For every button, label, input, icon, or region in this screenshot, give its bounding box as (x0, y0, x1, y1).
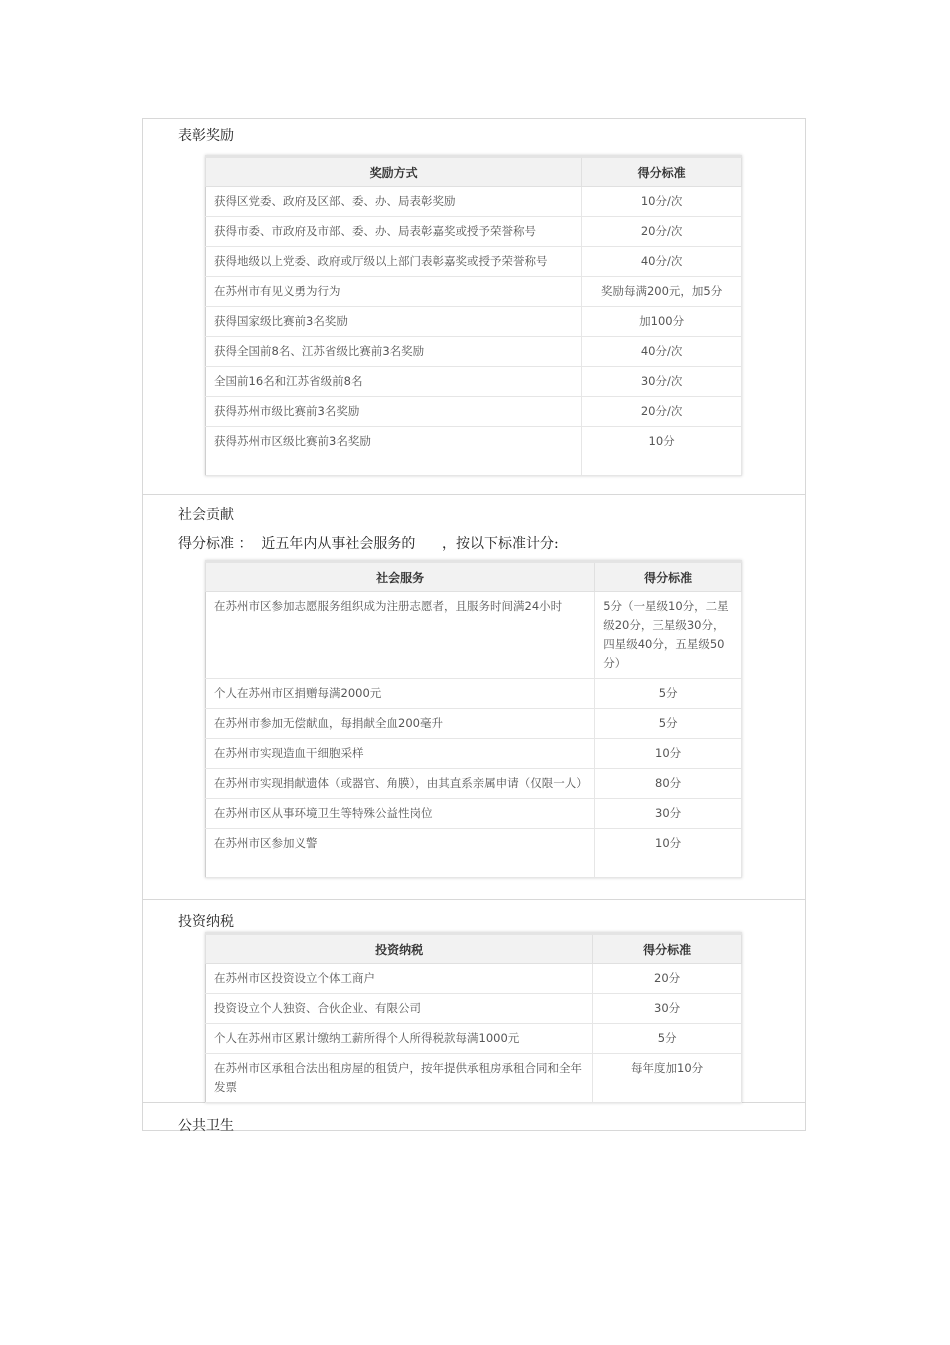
item-cell: 全国前16名和江苏省级前8名 (206, 367, 582, 397)
table-row (206, 217, 742, 247)
table-row (206, 277, 742, 307)
item-cell: 在苏州市区参加志愿服务组织成为注册志愿者，且服务时间满24小时 (206, 592, 595, 679)
item-cell: 获得地级以上党委、政府或厅级以上部门表彰嘉奖或授予荣誉称号 (206, 247, 582, 277)
item-cell: 在苏州市区承租合法出租房屋的租赁户，按年提供承租房承租合同和全年发票 (206, 1054, 593, 1103)
table-row (206, 829, 742, 878)
score-cell: 20分/次 (582, 217, 742, 247)
score-cell: 30分 (595, 799, 742, 829)
column-header: 得分标准 (582, 157, 742, 187)
item-cell: 在苏州市区从事环境卫生等特殊公益性岗位 (206, 799, 595, 829)
item-cell: 获得苏州市级比赛前3名奖励 (206, 397, 582, 427)
table-row (206, 337, 742, 367)
score-cell: 每年度加10分 (593, 1054, 742, 1103)
table-row (206, 739, 742, 769)
section-title-awards: 表彰奖励 (178, 128, 234, 144)
table-row (206, 994, 742, 1024)
column-header: 得分标准 (595, 562, 742, 592)
score-cell: 5分 (593, 1024, 742, 1054)
item-cell: 个人在苏州市区捐赠每满2000元 (206, 679, 595, 709)
item-cell: 投资设立个人独资、合伙企业、有限公司 (206, 994, 593, 1024)
score-cell: 10分/次 (582, 187, 742, 217)
score-cell: 10分 (595, 739, 742, 769)
score-cell: 30分/次 (582, 367, 742, 397)
score-cell: 30分 (593, 994, 742, 1024)
score-cell: 40分/次 (582, 247, 742, 277)
item-cell: 获得区党委、政府及区部、委、办、局表彰奖励 (206, 187, 582, 217)
item-cell: 在苏州市实现造血干细胞采样 (206, 739, 595, 769)
score-cell: 加100分 (582, 307, 742, 337)
table-row (206, 187, 742, 217)
section-frame-health (142, 1102, 806, 1131)
section-title-health: 公共卫生 (178, 1118, 234, 1134)
score-cell: 5分 (595, 679, 742, 709)
item-cell: 获得市委、市政府及市部、委、办、局表彰嘉奖或授予荣誉称号 (206, 217, 582, 247)
score-cell: 10分 (582, 427, 742, 476)
item-cell: 个人在苏州市区累计缴纳工薪所得个人所得税款每满1000元 (206, 1024, 593, 1054)
scoring-intro: 得分标准 ： 近五年内从事社会服务的 ，按以下标准计分: (178, 536, 559, 552)
section-title-investment: 投资纳税 (178, 914, 234, 930)
table-row (206, 367, 742, 397)
score-cell: 20分/次 (582, 397, 742, 427)
item-cell: 在苏州市有见义勇为行为 (206, 277, 582, 307)
column-header: 奖励方式 (206, 157, 582, 187)
awards-table (205, 155, 742, 476)
social-service-table (205, 560, 742, 878)
table-row (206, 679, 742, 709)
table-row (206, 1054, 742, 1103)
column-header: 投资纳税 (206, 934, 593, 964)
table-row (206, 769, 742, 799)
score-cell: 20分 (593, 964, 742, 994)
investment-table (205, 932, 742, 1103)
table-row (206, 1024, 742, 1054)
item-cell: 在苏州市区参加义警 (206, 829, 595, 878)
item-cell: 获得国家级比赛前3名奖励 (206, 307, 582, 337)
table-row (206, 799, 742, 829)
table-row (206, 709, 742, 739)
score-cell: 奖励每满200元，加5分 (582, 277, 742, 307)
section-title-contribution: 社会贡献 (178, 507, 234, 523)
score-cell: 10分 (595, 829, 742, 878)
column-header: 社会服务 (206, 562, 595, 592)
score-cell: 5分 (595, 709, 742, 739)
table-row (206, 307, 742, 337)
table-row (206, 247, 742, 277)
score-cell: 40分/次 (582, 337, 742, 367)
table-row (206, 427, 742, 476)
table-row (206, 592, 742, 679)
column-header: 得分标准 (593, 934, 742, 964)
score-cell: 80分 (595, 769, 742, 799)
item-cell: 在苏州市参加无偿献血，每捐献全血200毫升 (206, 709, 595, 739)
item-cell: 获得苏州市区级比赛前3名奖励 (206, 427, 582, 476)
item-cell: 获得全国前8名、江苏省级比赛前3名奖励 (206, 337, 582, 367)
item-cell: 在苏州市区投资设立个体工商户 (206, 964, 593, 994)
table-row (206, 964, 742, 994)
table-row (206, 397, 742, 427)
item-cell: 在苏州市实现捐献遗体（或器官、角膜），由其直系亲属申请（仅限一人） (206, 769, 595, 799)
score-cell: 5分（一星级10分，二星级20分，三星级30分，四星级40分，五星级50分） (595, 592, 742, 679)
